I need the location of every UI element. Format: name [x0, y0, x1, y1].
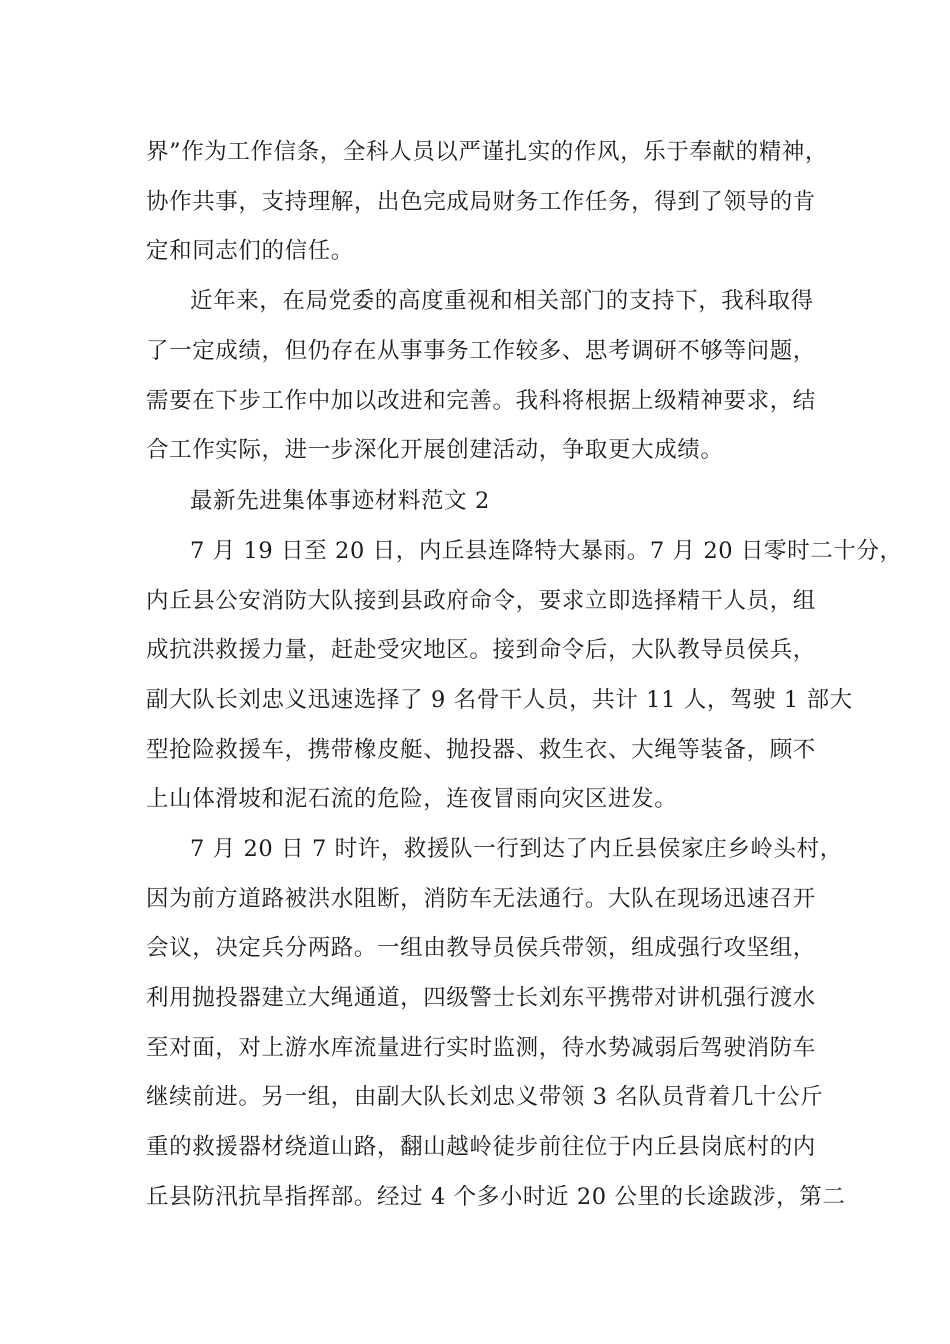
paragraph-3-line-2: 内丘县公安消防大队接到县政府命令，要求立即选择精干人员，组 [146, 588, 816, 614]
paragraph-4-line-6: 继续前进。另一组，由副大队长刘忠义带领 3 名队员背着几十公斤 [146, 1084, 824, 1110]
paragraph-3-line-6: 上山体滑坡和泥石流的危险，连夜冒雨向灾区进发。 [146, 786, 678, 812]
paragraph-4-line-5: 至对面，对上游水库流量进行实时监测，待水势减弱后驾驶消防车 [146, 1035, 816, 1061]
section-heading: 最新先进集体事迹材料范文 2 [190, 488, 490, 514]
paragraph-2-line-3: 需要在下步工作中加以改进和完善。我科将根据上级精神要求，结 [146, 388, 816, 414]
paragraph-4-line-3: 会议，决定兵分两路。一组由教导员侯兵带领，组成强行攻坚组， [146, 935, 816, 961]
paragraph-4-line-1: 7 月 20 日 7 时许，救援队一行到达了内丘县侯家庄乡岭头村， [190, 836, 843, 862]
paragraph-2-line-1: 近年来，在局党委的高度重视和相关部门的支持下，我科取得 [190, 288, 814, 314]
paragraph-3-line-5: 型抢险救援车，携带橡皮艇、抛投器、救生衣、大绳等装备，顾不 [146, 737, 816, 763]
paragraph-4-line-8: 丘县防汛抗旱指挥部。经过 4 个多小时近 20 公里的长途跋涉，第二 [146, 1184, 846, 1210]
paragraph-4-line-4: 利用抛投器建立大绳通道，四级警士长刘东平携带对讲机强行渡水 [146, 985, 816, 1011]
paragraph-4-line-7: 重的救援器材绕道山路，翻山越岭徒步前往位于内丘县岗底村的内 [146, 1134, 816, 1160]
paragraph-3-line-4: 副大队长刘忠义迅速选择了 9 名骨干人员，共计 11 人，驾驶 1 部大 [146, 687, 853, 713]
paragraph-1-line-3: 定和同志们的信任。 [146, 238, 354, 264]
paragraph-1-line-1: 界”作为工作信条，全科人员以严谨扎实的作风，乐于奉献的精神， [146, 139, 829, 165]
paragraph-1-line-2: 协作共事，支持理解，出色完成局财务工作任务，得到了领导的肯 [146, 189, 816, 215]
paragraph-3-line-3: 成抗洪救援力量，赶赴受灾地区。接到命令后，大队教导员侯兵， [146, 637, 816, 663]
paragraph-3-line-1: 7 月 19 日至 20 日，内丘县连降特大暴雨。7 月 20 日零时二十分， [190, 538, 903, 564]
paragraph-2-line-4: 合工作实际，进一步深化开展创建活动，争取更大成绩。 [146, 437, 724, 463]
paragraph-2-line-2: 了一定成绩，但仍存在从事事务工作较多、思考调研不够等问题， [146, 338, 816, 364]
paragraph-4-line-2: 因为前方道路被洪水阻断，消防车无法通行。大队在现场迅速召开 [146, 886, 816, 912]
